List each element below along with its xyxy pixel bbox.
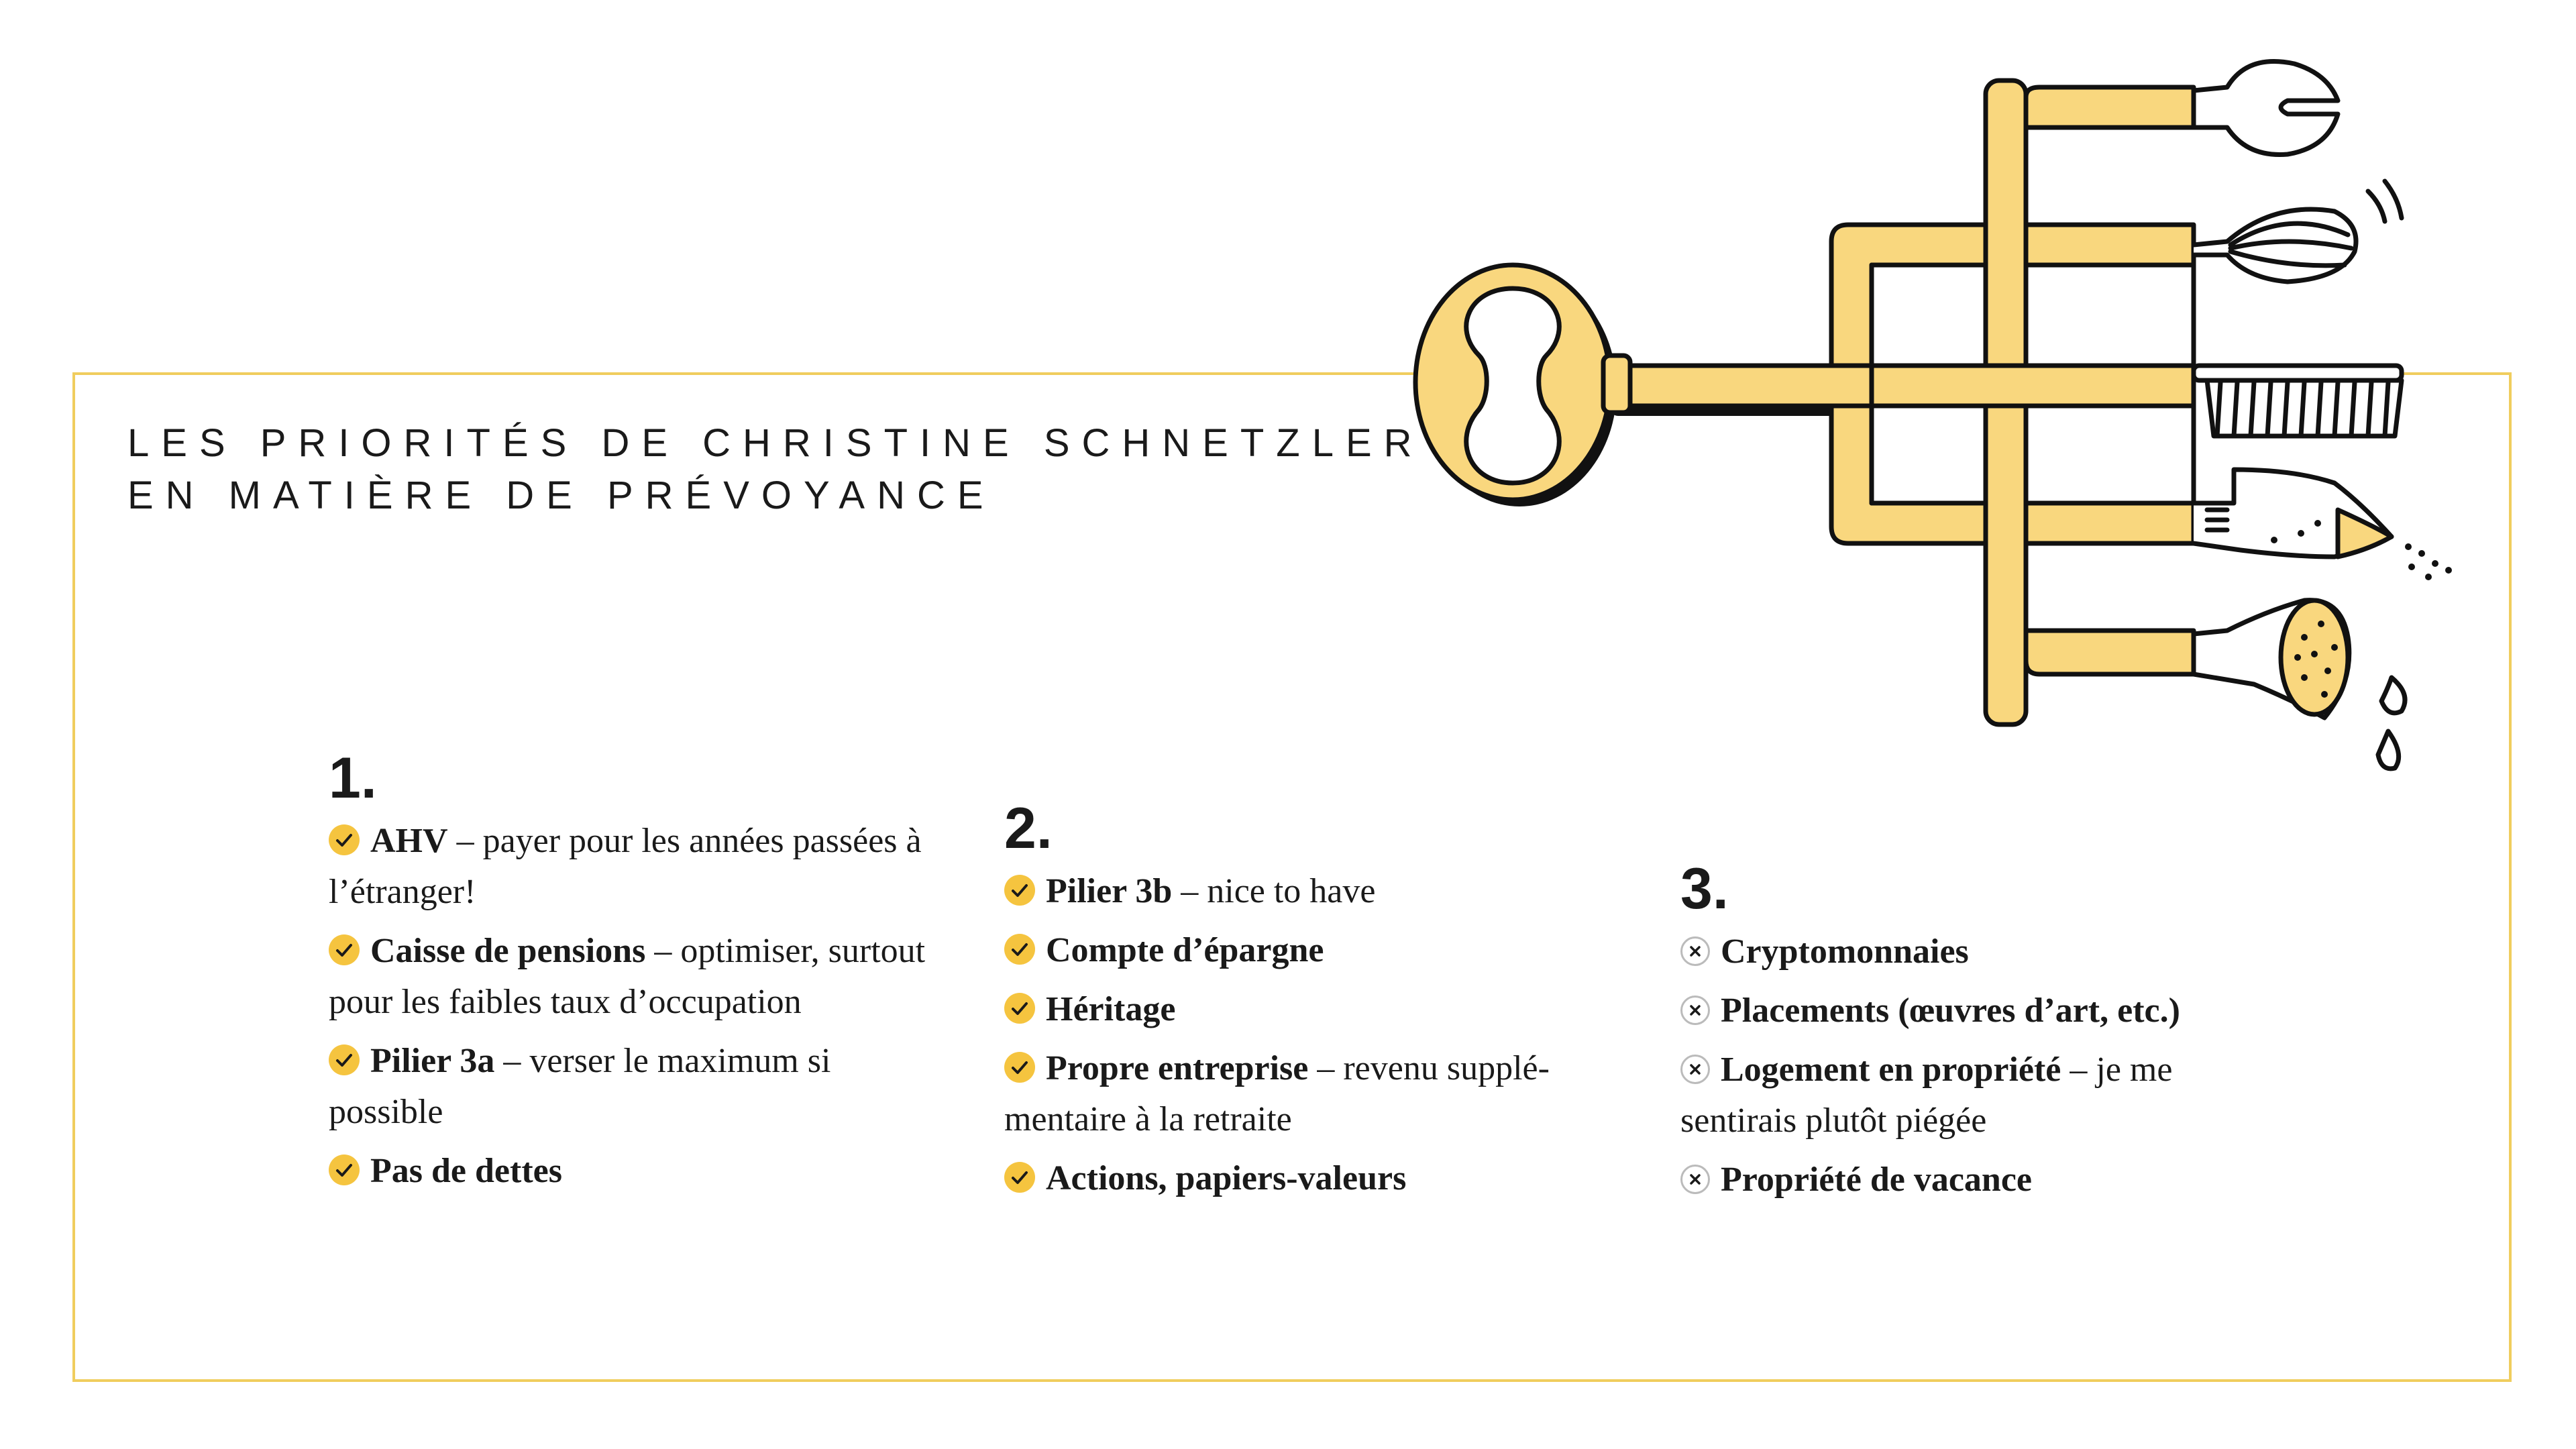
- priority-column-1: [329, 745, 932, 1205]
- list-item: [1680, 1044, 2284, 1146]
- priority-number: 3.: [1680, 857, 1729, 921]
- check-icon: [329, 1044, 360, 1075]
- check-icon: [1004, 1052, 1035, 1083]
- item-label: Pilier 3a: [370, 1042, 495, 1080]
- check-icon: [1004, 1162, 1035, 1193]
- item-label: Logement en propriété: [1721, 1051, 2061, 1089]
- list-item: [1680, 926, 2284, 977]
- item-label: Placements (œuvres d’art, etc.): [1721, 991, 2180, 1030]
- item-label: Propre entreprise: [1046, 1049, 1309, 1087]
- item-label: Compte d’épargne: [1046, 931, 1324, 969]
- check-icon: [1004, 934, 1035, 965]
- item-detail: – payer pour les années passées à l’étranger!: [329, 822, 922, 911]
- priority-column-2: [1004, 795, 1608, 1212]
- list-item: [1680, 1155, 2284, 1205]
- item-label: Actions, papiers-valeurs: [1046, 1159, 1407, 1197]
- item-label: Héritage: [1046, 990, 1176, 1028]
- item-detail: – je me sentirais plutôt piégée: [1680, 1051, 2173, 1140]
- item-detail: – optimiser, surtout pour les faibles taux d’occupation: [329, 932, 926, 1021]
- cross-icon: [1680, 1165, 1710, 1194]
- check-icon: [1004, 875, 1035, 906]
- page-title: [127, 417, 1424, 522]
- check-icon: [1004, 993, 1035, 1024]
- check-icon: [329, 934, 360, 965]
- list-item: [1004, 1153, 1608, 1204]
- priority-column-3: [1680, 855, 2284, 1214]
- check-icon: [329, 1155, 360, 1185]
- item-detail: – revenu supplémentaire à la retraite: [1004, 1049, 1550, 1138]
- title-line-1: LES PRIORITÉS DE CHRISTINE SCHNETZLER: [127, 421, 1424, 465]
- cross-icon: [1680, 1055, 1710, 1084]
- item-label: Pas de dettes: [370, 1152, 562, 1190]
- list-item: [1004, 984, 1608, 1035]
- cross-icon: [1680, 936, 1710, 966]
- priority-number: 2.: [1004, 796, 1053, 861]
- check-icon: [329, 824, 360, 855]
- item-label: Propriété de vacance: [1721, 1161, 2032, 1199]
- item-label: Cryptomonnaies: [1721, 932, 1969, 971]
- list-item: [329, 926, 932, 1028]
- list-item: [1680, 985, 2284, 1036]
- list-item: [1004, 866, 1608, 917]
- list-item: [329, 816, 932, 918]
- item-label: AHV: [370, 822, 448, 860]
- item-detail: – verser le maximum si possible: [329, 1042, 831, 1131]
- list-item: [1004, 1043, 1608, 1145]
- cross-icon: [1680, 996, 1710, 1025]
- list-item: [329, 1036, 932, 1138]
- list-item: [1004, 925, 1608, 976]
- key-with-tools-icon: [1402, 40, 2475, 792]
- title-line-2: EN MATIÈRE DE PRÉVOYANCE: [127, 474, 996, 517]
- item-label: Pilier 3b: [1046, 872, 1173, 910]
- priority-number: 1.: [329, 746, 377, 810]
- item-label: Caisse de pensions: [370, 932, 646, 970]
- item-detail: – nice to have: [1172, 872, 1376, 910]
- list-item: [329, 1146, 932, 1197]
